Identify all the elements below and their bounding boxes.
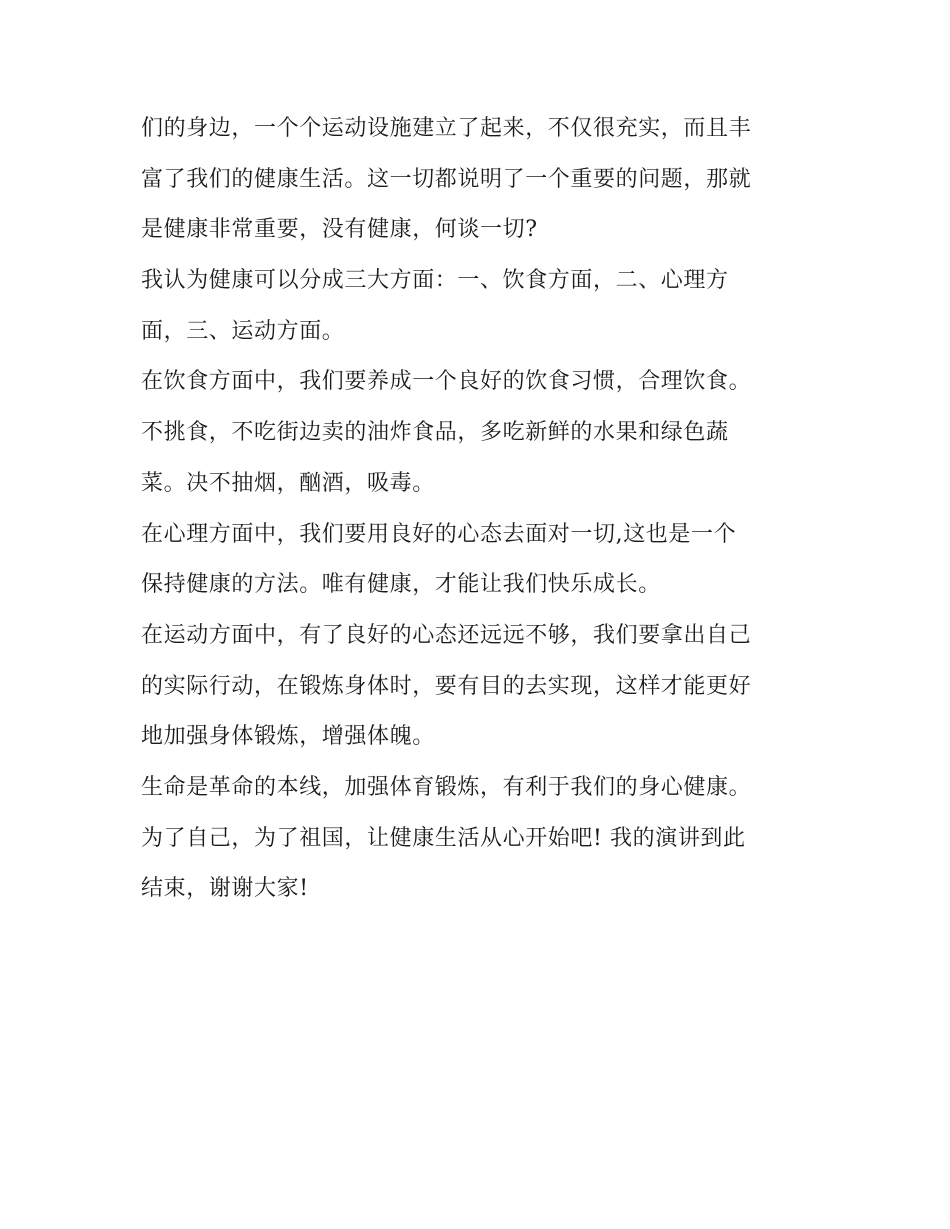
text-line: 为了自己，为了祖国，让健康生活从心开始吧! 我的演讲到此 [141, 825, 746, 851]
text-line: 不挑食，不吃街边卖的油炸食品，多吃新鲜的水果和绿色蔬 [141, 420, 729, 446]
text-line: 在饮食方面中，我们要养成一个良好的饮食习惯，合理饮食。 [141, 369, 752, 395]
text-line: 结束，谢谢大家! [141, 876, 309, 902]
text-line: 我认为健康可以分成三大方面：一、饮食方面，二、心理方 [141, 268, 729, 294]
text-line: 面，三、运动方面。 [141, 318, 345, 344]
text-line: 富了我们的健康生活。这一切都说明了一个重要的问题，那就 [141, 166, 752, 192]
text-line: 生命是革命的本线，加强体育锻炼，有利于我们的身心健康。 [141, 774, 752, 800]
speech-body [141, 104, 821, 915]
text-line: 的实际行动，在锻炼身体时，要有目的去实现，这样才能更好 [141, 673, 752, 699]
text-line: 地加强身体锻炼，增强体魄。 [141, 724, 435, 750]
text-line: 菜。决不抽烟，酗酒，吸毒。 [141, 470, 435, 496]
text-line: 在运动方面中，有了良好的心态还远远不够，我们要拿出自己 [141, 622, 752, 648]
text-line: 们的身边，一个个运动设施建立了起来，不仅很充实，而且丰 [141, 116, 752, 141]
text-line: 在心理方面中，我们要用良好的心态去面对一切,这也是一个 [141, 521, 737, 547]
text-line: 是健康非常重要，没有健康，何谈一切? [141, 217, 538, 243]
text-line: 保持健康的方法。唯有健康，才能让我们快乐成长。 [141, 572, 661, 598]
